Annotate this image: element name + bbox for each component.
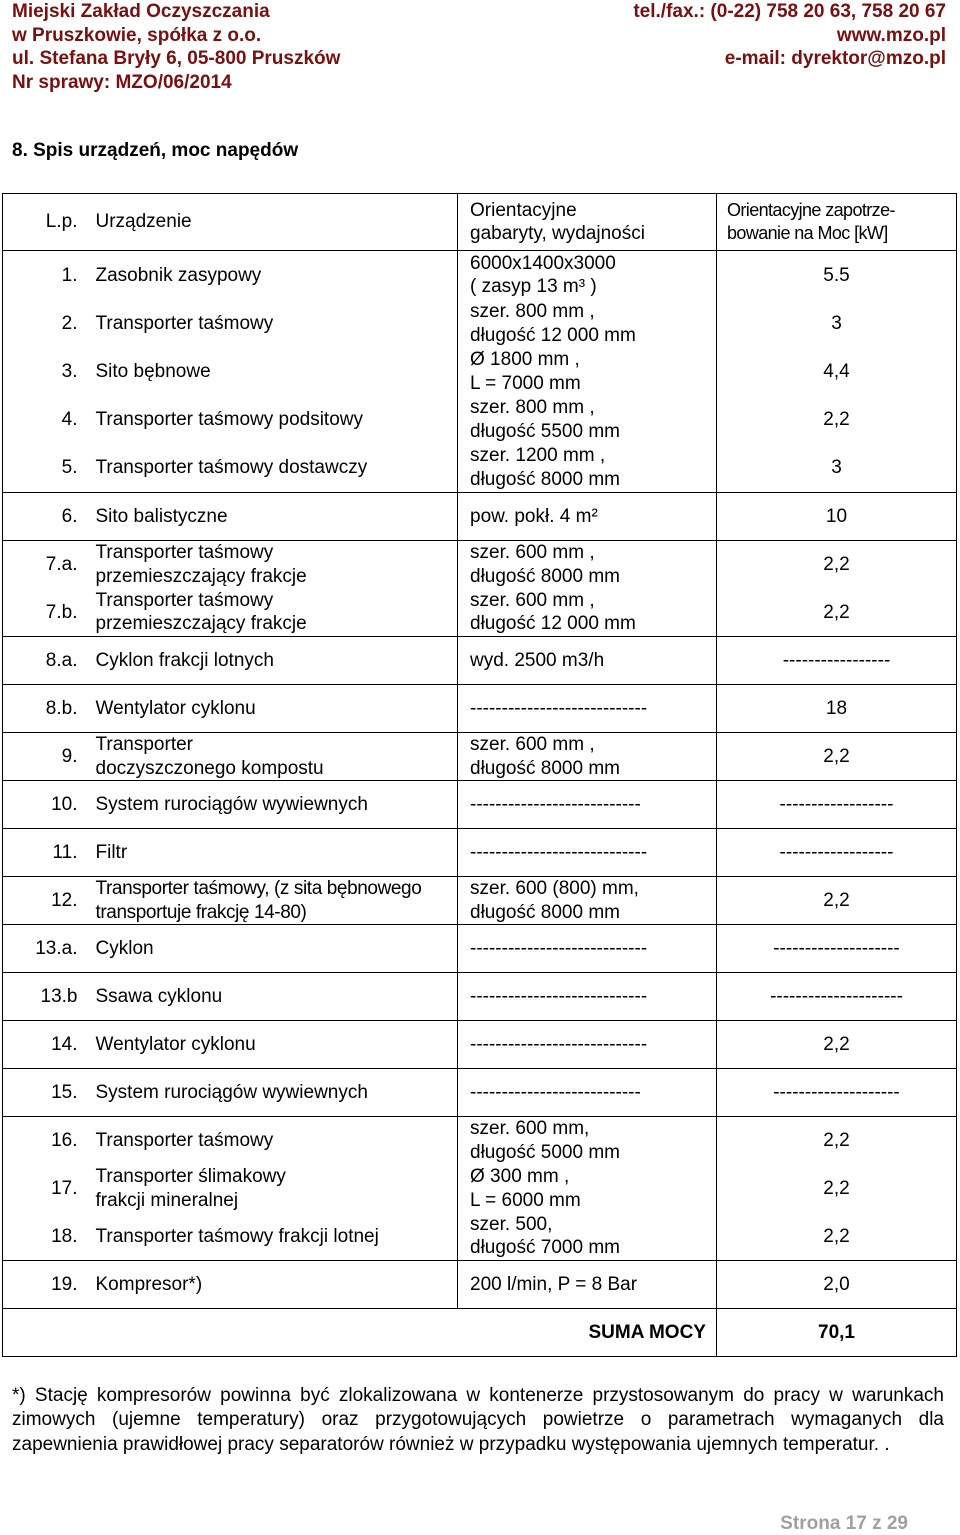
row-device — [88, 829, 458, 877]
table-row — [3, 829, 957, 877]
row-device — [88, 1261, 458, 1309]
row-power: 3 — [717, 444, 957, 493]
header-dims-line: Orientacyjne — [470, 199, 577, 221]
row-device-line: Zasobnik zasypowy — [95, 264, 262, 286]
row-device-line: System rurociągów wywiewnych — [95, 793, 368, 815]
table-row — [3, 251, 957, 300]
table-row — [3, 973, 957, 1021]
row-lp: 13.a. — [3, 925, 88, 973]
sum-value: 70,1 — [717, 1309, 957, 1357]
row-dims — [458, 444, 717, 493]
row-power: 18 — [717, 685, 957, 733]
row-power: 4,4 — [717, 348, 957, 396]
row-power: ------------------ — [717, 781, 957, 829]
row-dims — [458, 251, 717, 300]
row-dims-line: długość 8000 mm — [470, 757, 620, 779]
row-lp: 12. — [3, 877, 88, 925]
row-power: 10 — [717, 493, 957, 541]
table-row — [3, 733, 957, 781]
row-dims-line: szer. 800 mm , — [470, 301, 595, 322]
row-device — [88, 300, 458, 348]
row-device-line: Transporter taśmowy dostawczy — [95, 457, 368, 478]
row-device — [88, 1165, 458, 1213]
row-dims-line: ---------------------------- — [470, 1033, 648, 1055]
equipment-table — [2, 193, 957, 1357]
row-power: 5.5 — [717, 251, 957, 300]
row-device — [88, 589, 458, 637]
row-lp: 9. — [3, 733, 88, 781]
row-dims-line: --------------------------- — [470, 793, 641, 815]
row-dims — [458, 685, 717, 733]
header-power — [717, 194, 957, 251]
row-dims-line: 200 l/min, P = 8 Bar — [470, 1273, 638, 1295]
table-row — [3, 1213, 957, 1261]
row-dims — [458, 1261, 717, 1309]
row-device-line: Transporter taśmowy — [95, 589, 274, 611]
row-lp: 17. — [3, 1165, 88, 1213]
contact-phone: tel./fax.: (0-22) 758 20 63, 758 20 67 — [633, 1, 946, 22]
row-device-line: Transporter taśmowy, (z sita bębnowego — [95, 878, 422, 899]
row-dims-line: L = 6000 mm — [470, 1189, 581, 1211]
row-device-line: przemieszczający frakcje — [95, 565, 307, 587]
row-device-line: Transporter ślimakowy — [95, 1166, 286, 1187]
row-lp: 7.b. — [3, 589, 88, 637]
row-device-line: frakcji mineralnej — [95, 1189, 239, 1211]
row-power: 2,2 — [717, 1213, 957, 1261]
table-row — [3, 300, 957, 348]
row-dims-line: --------------------------- — [470, 1081, 641, 1103]
row-dims-line: długość 7000 mm — [470, 1237, 620, 1259]
row-device-line: Wentylator cyklonu — [95, 697, 256, 719]
row-device-line: doczyszczonego kompostu — [95, 757, 324, 779]
row-device-line: Sito bębnowe — [95, 360, 211, 382]
row-dims-line: długość 5000 mm — [470, 1141, 620, 1163]
table-row — [3, 1117, 957, 1165]
row-dims-line: długość 8000 mm — [470, 901, 620, 923]
document-header — [12, 0, 946, 94]
row-dims-line: pow. pokł. 4 m² — [470, 505, 598, 527]
row-device-line: Sito balistyczne — [95, 505, 228, 527]
row-device — [88, 733, 458, 781]
row-lp: 8.a. — [3, 637, 88, 685]
row-dims — [458, 637, 717, 685]
row-device-line: Filtr — [95, 841, 128, 863]
row-dims-line: długość 12 000 mm — [470, 324, 636, 346]
row-lp: 16. — [3, 1117, 88, 1165]
row-lp: 14. — [3, 1021, 88, 1069]
row-dims-line: Ø 300 mm , — [470, 1166, 570, 1187]
row-power: -------------------- — [717, 925, 957, 973]
sum-label: SUMA MOCY — [3, 1309, 717, 1357]
header-dims — [458, 194, 717, 251]
row-lp: 11. — [3, 829, 88, 877]
row-dims-line: szer. 600 mm , — [470, 589, 595, 611]
row-dims — [458, 541, 717, 589]
table-row — [3, 1165, 957, 1213]
row-lp: 15. — [3, 1069, 88, 1117]
table-row — [3, 637, 957, 685]
row-dims — [458, 973, 717, 1021]
row-dims-line: ---------------------------- — [470, 841, 648, 863]
row-dims-line: ---------------------------- — [470, 697, 648, 719]
row-dims-line: szer. 600 mm , — [470, 542, 595, 564]
row-dims — [458, 396, 717, 444]
row-dims-line: L = 7000 mm — [470, 372, 581, 394]
table-header-row — [3, 194, 957, 251]
row-dims — [458, 925, 717, 973]
page-number: Strona 17 z 29 — [780, 1513, 908, 1534]
row-device-line: Transporter taśmowy — [95, 542, 274, 564]
company-location: w Pruszkowie, spółka z o.o. — [12, 24, 262, 46]
row-lp: 3. — [3, 348, 88, 396]
row-power: -------------------- — [717, 1069, 957, 1117]
table-row — [3, 685, 957, 733]
row-lp: 10. — [3, 781, 88, 829]
header-device: Urządzenie — [88, 194, 458, 251]
row-power: ------------------ — [717, 829, 957, 877]
company-address: ul. Stefana Bryły 6, 05-800 Pruszków — [12, 48, 341, 69]
contact-website[interactable]: www.mzo.pl — [836, 24, 946, 46]
row-device — [88, 1069, 458, 1117]
row-dims-line: szer. 600 mm, — [470, 1118, 590, 1140]
row-device — [88, 444, 458, 493]
header-lp: L.p. — [3, 194, 88, 251]
footnote: *) Stację kompresorów powinna być zlokalizowana w kontenerze przystosowanym do pracy w warunkach zimowych (ujemne temperatury) oraz przygotowujących powietrze o parametrach wymaganych dla zapewnienia prawidłowej pracy separatorów również w przypadku występowania ujemnych temperatur. . — [12, 1385, 944, 1455]
table-row — [3, 396, 957, 444]
table-row — [3, 348, 957, 396]
row-device-line: Transporter taśmowy — [95, 312, 274, 334]
row-lp: 18. — [3, 1213, 88, 1261]
row-power: 2,2 — [717, 1117, 957, 1165]
row-device-line: Cyklon frakcji lotnych — [95, 649, 274, 671]
row-device-line: Ssawa cyklonu — [95, 985, 223, 1007]
row-power: 3 — [717, 300, 957, 348]
row-device-line: Cyklon — [95, 937, 154, 959]
row-dims-line: Ø 1800 mm , — [470, 349, 580, 370]
row-device — [88, 1021, 458, 1069]
row-dims-line: szer. 500, — [470, 1213, 553, 1235]
row-dims-line: szer. 800 mm , — [470, 397, 595, 418]
row-device — [88, 685, 458, 733]
row-dims — [458, 829, 717, 877]
row-dims-line: ---------------------------- — [470, 985, 648, 1007]
row-device — [88, 348, 458, 396]
row-dims — [458, 877, 717, 925]
row-dims — [458, 1117, 717, 1165]
table-row — [3, 877, 957, 925]
row-power: 2,0 — [717, 1261, 957, 1309]
row-lp: 8.b. — [3, 685, 88, 733]
row-power: 2,2 — [717, 877, 957, 925]
row-device-line: Transporter taśmowy podsitowy — [95, 408, 364, 430]
row-device-line: Kompresor*) — [95, 1273, 203, 1295]
row-dims — [458, 781, 717, 829]
row-power: --------------------- — [717, 973, 957, 1021]
header-power-line: bowanie na Moc [kW] — [727, 223, 888, 243]
row-dims — [458, 1069, 717, 1117]
row-lp: 19. — [3, 1261, 88, 1309]
row-power: ----------------- — [717, 637, 957, 685]
row-dims-line: szer. 1200 mm , — [470, 445, 606, 467]
row-device-line: Transporter taśmowy — [95, 1130, 274, 1151]
row-dims-line: długość 12 000 mm — [470, 613, 636, 635]
row-dims-line: ( zasyp 13 m³ ) — [470, 276, 597, 298]
row-device — [88, 781, 458, 829]
row-lp: 1. — [3, 251, 88, 300]
row-dims-line: długość 8000 mm — [470, 468, 620, 490]
row-power: 2,2 — [717, 589, 957, 637]
row-device — [88, 925, 458, 973]
row-dims — [458, 348, 717, 396]
table-row — [3, 1261, 957, 1309]
row-lp: 6. — [3, 493, 88, 541]
row-device-line: Wentylator cyklonu — [95, 1033, 256, 1055]
row-lp: 4. — [3, 396, 88, 444]
row-device — [88, 1117, 458, 1165]
header-power-line: Orientacyjne zapotrze- — [727, 200, 895, 220]
row-device-line: Transporter taśmowy frakcji lotnej — [95, 1225, 379, 1247]
contact-email[interactable]: e-mail: dyrektor@mzo.pl — [724, 48, 946, 69]
table-row — [3, 1021, 957, 1069]
row-dims-line: szer. 600 (800) mm, — [470, 878, 639, 899]
row-device — [88, 396, 458, 444]
row-device — [88, 637, 458, 685]
row-power: 2,2 — [717, 1021, 957, 1069]
row-device-line: Transporter — [95, 734, 193, 755]
row-device — [88, 541, 458, 589]
header-dims-line: gabaryty, wydajności — [470, 223, 645, 244]
row-dims-line: szer. 600 mm , — [470, 734, 595, 755]
row-dims-line: ---------------------------- — [470, 937, 648, 959]
row-dims — [458, 1165, 717, 1213]
row-device — [88, 973, 458, 1021]
row-dims — [458, 300, 717, 348]
table-row — [3, 589, 957, 637]
row-device-line: transportuje frakcję 14-80) — [95, 901, 307, 923]
row-device — [88, 877, 458, 925]
table-row — [3, 925, 957, 973]
table-row — [3, 781, 957, 829]
row-lp: 13.b — [3, 973, 88, 1021]
row-power: 2,2 — [717, 1165, 957, 1213]
row-dims — [458, 493, 717, 541]
row-dims-line: 6000x1400x3000 — [470, 252, 616, 274]
row-dims-line: długość 5500 mm — [470, 420, 620, 442]
row-power: 2,2 — [717, 541, 957, 589]
case-number: Nr sprawy: MZO/06/2014 — [12, 71, 232, 93]
row-power: 2,2 — [717, 733, 957, 781]
table-row — [3, 444, 957, 493]
row-device — [88, 251, 458, 300]
row-lp: 7.a. — [3, 541, 88, 589]
row-device-line: System rurociągów wywiewnych — [95, 1081, 368, 1103]
row-lp: 2. — [3, 300, 88, 348]
row-dims-line: wyd. 2500 m3/h — [470, 649, 605, 671]
table-row — [3, 1069, 957, 1117]
row-dims-line: długość 8000 mm — [470, 565, 620, 587]
table-row — [3, 541, 957, 589]
row-device — [88, 1213, 458, 1261]
row-power: 2,2 — [717, 396, 957, 444]
row-device-line: przemieszczający frakcje — [95, 613, 307, 635]
row-dims — [458, 1213, 717, 1261]
section-title: 8. Spis urządzeń, moc napędów — [12, 140, 299, 161]
row-dims — [458, 733, 717, 781]
table-row — [3, 493, 957, 541]
row-dims — [458, 1021, 717, 1069]
row-device — [88, 493, 458, 541]
company-name: Miejski Zakład Oczyszczania — [12, 1, 270, 22]
row-lp: 5. — [3, 444, 88, 493]
row-dims — [458, 589, 717, 637]
sum-row — [3, 1309, 957, 1357]
